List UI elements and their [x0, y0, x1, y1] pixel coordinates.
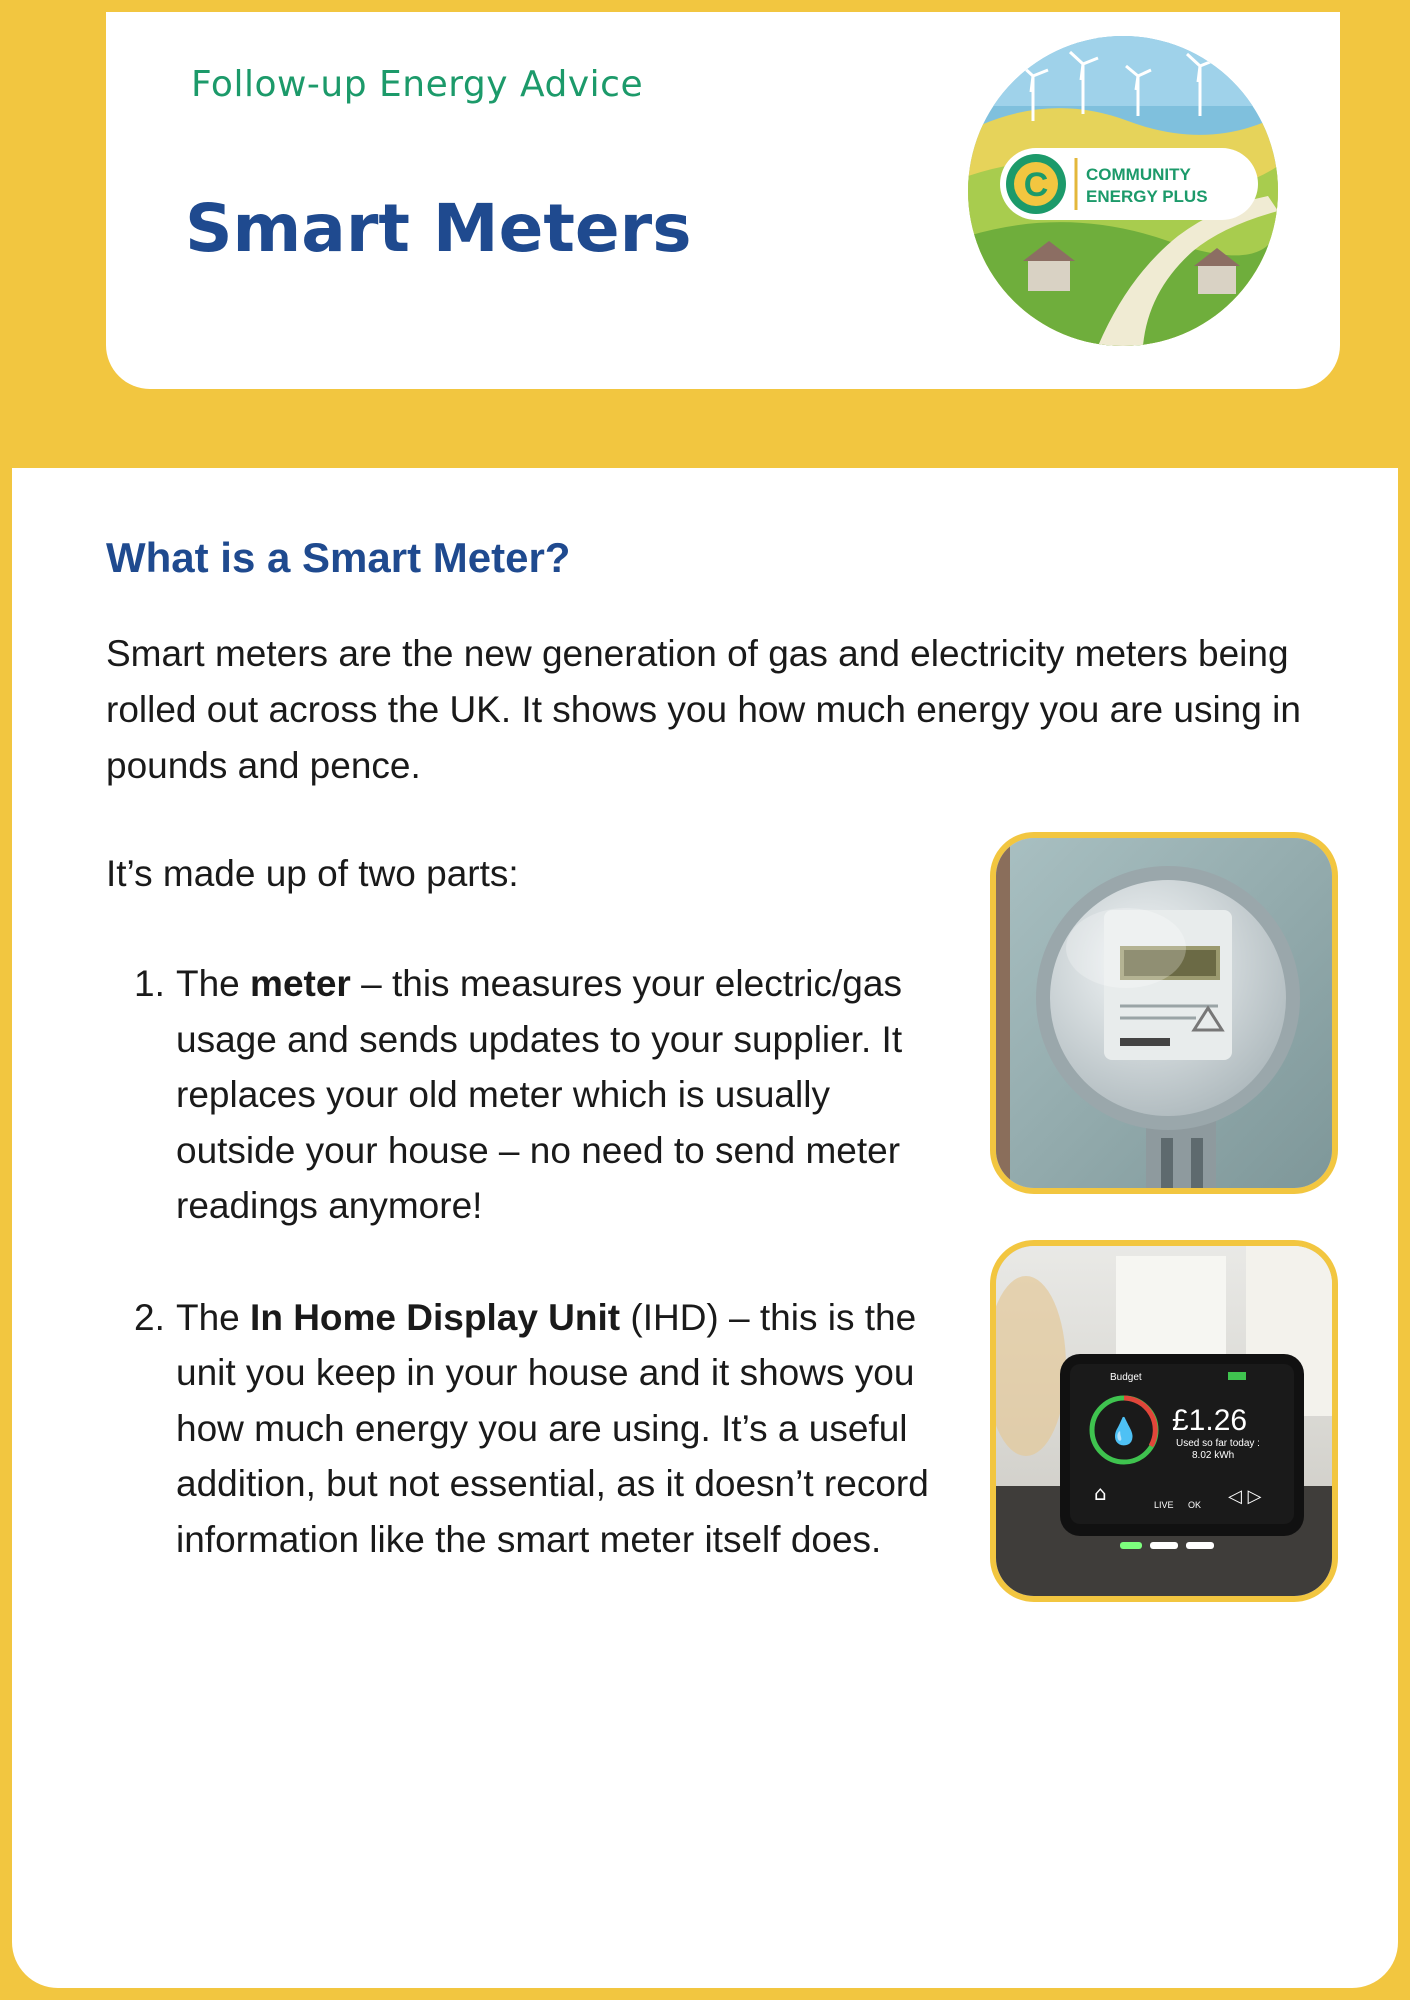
ihd-amount: £1.26 [1172, 1404, 1248, 1437]
list-number: 1. [134, 963, 165, 1004]
svg-text:💧: 💧 [1107, 1417, 1141, 1447]
page-title: Smart Meters [185, 190, 692, 267]
parts-lead-text: It’s made up of two parts: [106, 853, 519, 894]
logo-line-2: ENERGY PLUS [1086, 187, 1208, 206]
svg-text:◁ ▷: ◁ ▷ [1228, 1486, 1262, 1507]
ihd-live-label: LIVE [1154, 1500, 1174, 1510]
ihd-caption: Used so far today : [1176, 1438, 1260, 1449]
community-energy-plus-logo [968, 36, 1278, 346]
part-term: In Home Display Unit [250, 1296, 621, 1338]
in-home-display-photo [990, 1240, 1338, 1602]
part-description: – this measures your electric/gas usage and sends updates to your supplier. It replaces your old meter which is usually outside your house – no need to send meter readings anymore! [176, 963, 903, 1226]
intro-paragraph: Smart meters are the new generation of gas and electricity meters being rolled out across the UK. It shows you how much energy you are using in pounds and pence. [106, 633, 1301, 786]
part-prefix: The [176, 1296, 251, 1338]
part-description: (IHD) – this is the unit you keep in your house and it shows you how much energy you are using. It’s a useful addition, but not essential, as it doesn’t record information like the smart meter itself does. [176, 1296, 929, 1560]
list-number: 2. [134, 1296, 165, 1338]
part-prefix: The [176, 963, 251, 1004]
part-term: meter [250, 963, 351, 1004]
ihd-budget-label: Budget [1110, 1372, 1142, 1383]
logo-line-1: COMMUNITY [1086, 165, 1191, 184]
smart-meter-photo [990, 832, 1338, 1194]
header-card [106, 12, 1340, 389]
parts-list [106, 956, 936, 1567]
ihd-ok-label: OK [1188, 1500, 1202, 1510]
svg-text:C: C [1023, 166, 1049, 204]
eyebrow-text: Follow-up Energy Advice [191, 64, 644, 105]
list-item [106, 956, 936, 1234]
list-item [106, 1290, 936, 1568]
svg-text:⌂: ⌂ [1094, 1481, 1107, 1505]
ihd-kwh: 8.02 kWh [1192, 1450, 1235, 1461]
main-content-card [12, 468, 1398, 1988]
section-heading: What is a Smart Meter? [106, 534, 571, 581]
